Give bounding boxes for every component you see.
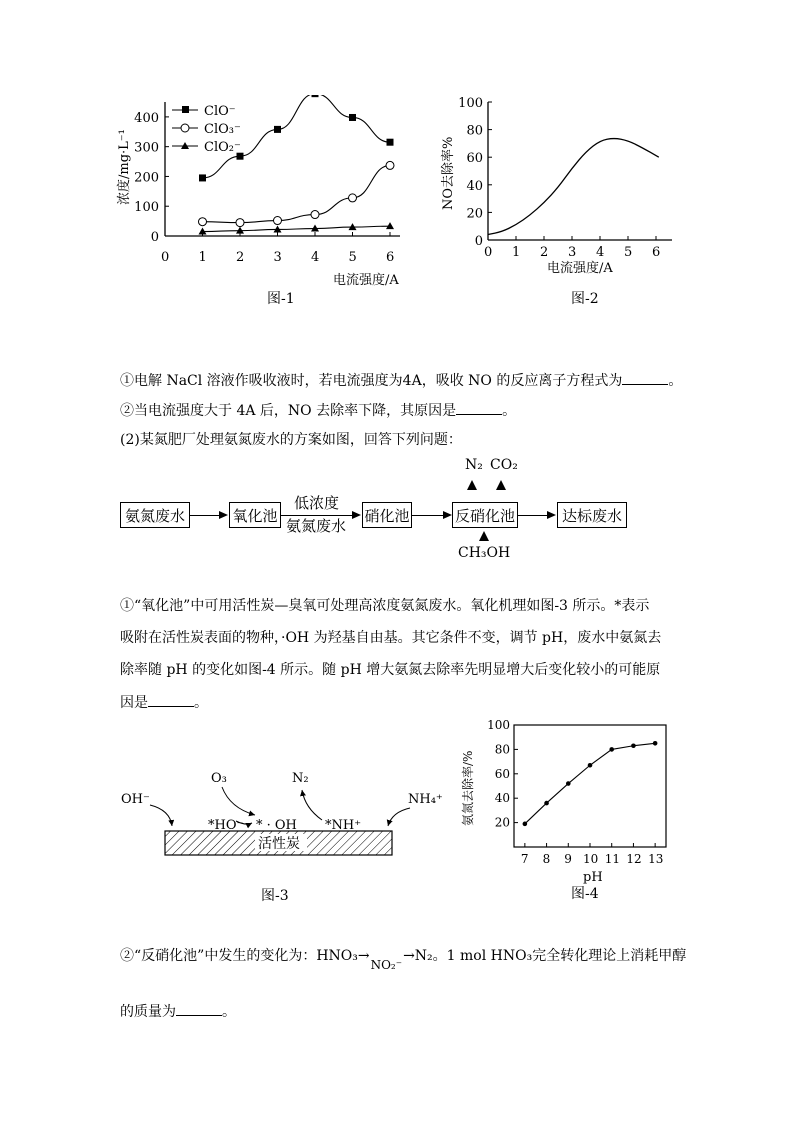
fig4-ylabel: 氨氮去除率/%	[461, 750, 475, 826]
fig1-y-tick-label: 200	[134, 170, 159, 186]
fig4-y-tick-label: 40	[494, 791, 510, 806]
fig2-y-tick-label: 40	[466, 178, 483, 194]
fig4-y-tick-label: 80	[494, 742, 510, 757]
fig4-series-line	[525, 743, 655, 824]
fig4-x-tick-label: 12	[626, 852, 642, 866]
arrow-right-icon	[547, 511, 556, 519]
activated-carbon-label: 活性炭	[258, 836, 300, 852]
flow-box-ammonia-wastewater: 氨氮废水	[120, 502, 190, 528]
fig1-x-tick-label: 2	[236, 250, 245, 265]
fig1-x-tick-label: 3	[273, 250, 282, 265]
question-1-b: ②当电流强度大于 4A 后，NO 去除率下降，其原因是 。	[120, 400, 516, 421]
legend-square-icon	[182, 106, 189, 113]
species-adsorbed-nh: *NH⁺	[325, 818, 362, 833]
fig4-x-tick-label: 9	[564, 852, 572, 866]
figure-1-chart	[100, 95, 420, 295]
question-2-2-line1: ②“反硝化池”中发生的变化为：HNO₃→NO₂⁻→N₂。1 mol HNO₃完全转化理论上消耗甲醇	[120, 946, 686, 966]
methanol-feed-label: CH₃OH	[458, 545, 511, 561]
flow-label-ammonia-wastewater: 氨氮废水	[286, 517, 347, 535]
flow-box-oxidation-pool: 氧化池	[229, 502, 281, 528]
fig1-legend-clo3: ClO₃⁻	[204, 122, 241, 137]
fig2-x-tick-label: 2	[540, 245, 549, 260]
fig1-point-clo	[387, 139, 394, 146]
flow-box-nitrification-pool: 硝化池	[362, 502, 412, 528]
fig1-point-clo	[312, 95, 319, 97]
fig1-point-clo	[274, 126, 281, 133]
fig1-point-clo3	[274, 217, 282, 225]
gas-out-arrow-icon	[467, 480, 477, 490]
fig4-x-tick-label: 10	[583, 852, 599, 866]
fig1-point-clo3	[386, 161, 394, 169]
legend-circle-icon	[181, 124, 189, 132]
answer-blank[interactable]	[176, 1001, 222, 1016]
fig1-legend-clo: ClO⁻	[204, 104, 236, 119]
species-oh-minus: OH⁻	[121, 792, 150, 807]
fig4-x-tick-label: 8	[542, 852, 551, 866]
methanol-in-arrow-icon	[479, 531, 489, 541]
gas-co2-label: CO₂	[490, 457, 518, 473]
fig1-point-clo	[349, 114, 356, 121]
fig1-series-line-2	[203, 226, 391, 231]
fig2-y-tick-label: 0	[474, 234, 483, 249]
fig4-data-point	[523, 822, 528, 827]
fig4-x-tick-label: 11	[604, 852, 620, 866]
fig2-x-tick-label: 3	[568, 245, 577, 260]
fig4-data-point	[544, 801, 549, 806]
fig1-x-tick-label: 5	[348, 250, 357, 265]
flow-box-denitrification-pool: 反硝化池	[452, 502, 518, 528]
fig1-legend	[172, 104, 241, 155]
species-adsorbed-ho: *HO⁻	[208, 818, 244, 833]
fig2-y-tick-label: 60	[466, 151, 483, 167]
fig1-xlabel: 电流强度/A	[333, 273, 399, 288]
fig4-plot-frame	[514, 725, 666, 847]
fig1-point-clo3	[199, 218, 207, 226]
fig4-data-point	[566, 781, 571, 786]
fig1-point-clo3	[311, 211, 319, 219]
fig2-y-tick-label: 80	[466, 123, 483, 139]
fig1-y-tick-label: 400	[134, 110, 159, 126]
figure-4-caption: 图-4	[571, 886, 599, 902]
fig2-x-tick-label: 6	[652, 245, 661, 260]
fig4-y-tick-label: 20	[494, 815, 510, 830]
fig1-series-line-1	[203, 165, 391, 222]
nitrite-intermediate: NO₂⁻	[370, 958, 403, 972]
fig1-x-tick-label: 1	[198, 250, 207, 265]
question-2-1-line2: 吸附在活性炭表面的物种，·OH 为羟基自由基。其它条件不变，调节 pH，废水中氨氮去	[120, 630, 662, 646]
fig2-ylabel: NO去除率%	[441, 136, 456, 210]
fig1-x-tick-label: 0	[161, 250, 170, 265]
question-2-2-line2: 的质量为 。	[120, 1001, 236, 1022]
fig1-legend-clo2: ClO₂⁻	[204, 140, 241, 155]
fig4-xlabel: pH	[583, 870, 603, 885]
fig4-x-tick-label: 7	[520, 852, 529, 866]
fig4-data-point	[609, 747, 614, 752]
arrow-right-icon	[443, 511, 452, 519]
question-2-1-line1: ①“氧化池”中可用活性炭—臭氧可处理高浓度氨氮废水。氧化机理如图-3 所示。*表示	[120, 598, 650, 614]
fig1-point-clo3	[236, 219, 244, 227]
answer-blank[interactable]	[148, 692, 194, 707]
gas-n2-label: N₂	[465, 457, 483, 473]
fig2-no-removal-curve	[488, 139, 659, 235]
figure-2-chart	[430, 95, 680, 285]
arrow-right-icon	[352, 511, 361, 519]
question-2-intro: (2)某氮肥厂处理氨氮废水的方案如图，回答下列问题：	[120, 432, 462, 448]
fig2-x-tick-label: 0	[484, 245, 493, 260]
figure-3-mechanism	[110, 760, 450, 870]
fig1-y-tick-label: 300	[134, 140, 159, 156]
species-n2: N₂	[292, 771, 309, 786]
flow-label-low-concentration: 低浓度	[294, 494, 340, 512]
fig4-y-tick-label: 100	[487, 718, 510, 732]
arrow-right-icon	[219, 511, 228, 519]
fig4-data-point	[631, 743, 636, 748]
fig2-y-tick-label: 20	[466, 206, 483, 222]
fig2-x-tick-label: 1	[512, 245, 521, 260]
fig1-y-tick-label: 0	[150, 230, 159, 245]
figure-1-caption: 图-1	[267, 291, 295, 307]
gas-out-arrow-icon	[496, 480, 506, 490]
species-nh4-plus: NH₄⁺	[408, 792, 443, 807]
figure-4-chart	[455, 715, 680, 885]
fig1-x-tick-label: 6	[386, 250, 395, 265]
species-hydroxyl-radical: * · OH	[256, 818, 297, 833]
fig4-data-point	[653, 741, 658, 746]
fig4-x-tick-label: 13	[648, 852, 664, 866]
answer-blank[interactable]	[622, 370, 668, 385]
answer-blank[interactable]	[456, 400, 502, 415]
flow-box-compliant-wastewater: 达标废水	[557, 502, 627, 528]
question-2-1-line4: 因是 。	[120, 692, 208, 713]
fig1-point-clo3	[349, 194, 357, 202]
fig2-x-tick-label: 5	[624, 245, 633, 260]
figure-2-caption: 图-2	[571, 291, 599, 307]
fig1-x-tick-label: 4	[311, 250, 320, 265]
fig1-y-tick-label: 100	[134, 200, 159, 216]
figure-3-caption: 图-3	[261, 888, 289, 904]
fig1-point-clo	[199, 174, 206, 181]
species-o3: O₃	[211, 771, 227, 786]
question-2-1-line3: 除率随 pH 的变化如图-4 所示。随 pH 增大氨氮去除率先明显增大后变化较小的可能原	[120, 662, 661, 678]
fig4-y-tick-label: 60	[494, 766, 510, 781]
question-1-a: ①电解 NaCl 溶液作吸收液时，若电流强度为4A，吸收 NO 的反应离子方程式为 。	[120, 370, 682, 391]
fig2-xlabel: 电流强度/A	[547, 261, 613, 276]
fig2-x-tick-label: 4	[596, 245, 605, 260]
fig2-y-tick-label: 100	[458, 96, 483, 111]
fig4-data-point	[588, 763, 593, 768]
fig1-ylabel: 浓度/mg·L⁻¹	[117, 129, 132, 205]
